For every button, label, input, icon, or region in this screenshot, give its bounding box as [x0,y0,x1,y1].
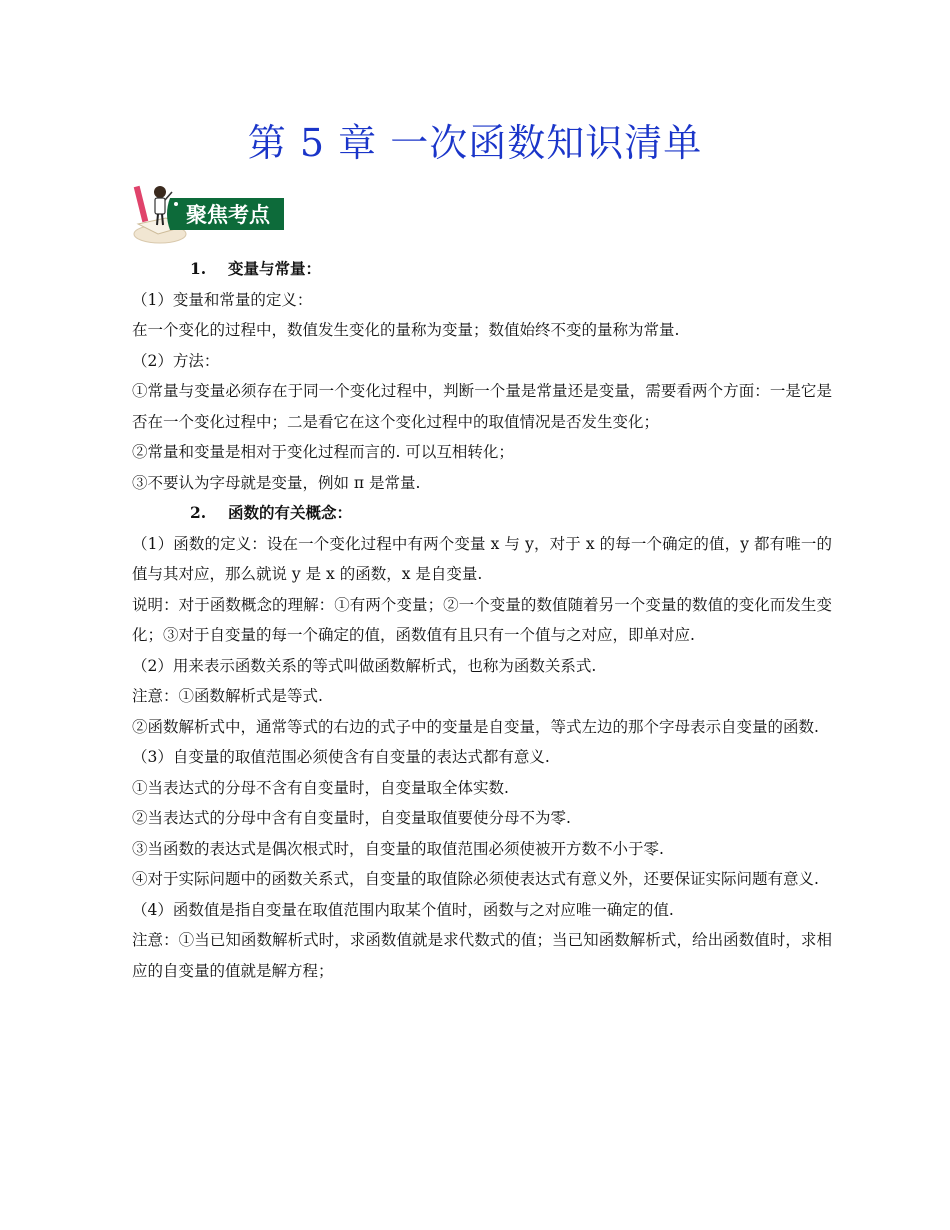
paragraph: ③不要认为字母就是变量，例如 π 是常量. [132,473,421,492]
paragraph: ②当表达式的分母中含有自变量时，自变量取值要使分母不为零. [132,809,571,827]
paragraph: ①当表达式的分母不含有自变量时，自变量取全体实数. [132,778,509,797]
student-figure-leg-left [157,214,158,225]
banner-label: 聚焦考点 [186,203,270,227]
focus-points-banner [128,178,288,246]
paragraph: 注意：①当已知函数解析式时，求函数值就是求代数式的值；当已知函数解析式，给出函数值时，求相应的自变量的值就是解方程； [132,931,832,980]
banner-dot-icon [174,202,178,206]
student-figure-body-icon [155,198,165,214]
paragraph: ①常量与变量必须存在于同一个变化过程中，判断一个量是常量还是变量，需要看两个方面：一是它是否在一个变化过程中；二是看它在这个变化过程中的取值情况是否发生变化； [132,382,832,431]
paragraph: （1）函数的定义：设在一个变化过程中有两个变量 x 与 y，对于 x 的每一个确定的值，y 都有唯一的值与其对应，那么就说 y 是 x 的函数，x 是自变量. [132,534,832,583]
paragraph: （2）方法： [132,351,220,370]
paragraph: ④对于实际问题中的函数关系式，自变量的取值除必须使表达式有意义外，还要保证实际问题有意义. [132,870,819,888]
paragraph: 在一个变化的过程中，数值发生变化的量称为变量；数值始终不变的量称为常量. [132,321,680,339]
paragraph: （2）用来表示函数关系的等式叫做函数解析式，也称为函数关系式. [132,656,597,675]
section-title: 函数的有关概念： [228,503,353,522]
paragraph: ③当函数的表达式是偶次根式时，自变量的取值范围必须使被开方数不小于零. [132,839,664,858]
paragraph: 注意：①函数解析式是等式. [132,687,323,705]
paragraph: （4）函数值是指自变量在取值范围内取某个值时，函数与之对应唯一确定的值. [132,900,674,919]
paragraph: （1）变量和常量的定义： [132,290,313,309]
student-figure-head-icon [154,186,166,198]
section-heading-function-concepts [132,498,832,529]
page-title: 第 5 章 一次函数知识清单 [247,121,703,165]
paragraph: ②常量和变量是相对于变化过程而言的. 可以互相转化； [132,443,514,461]
document-body [132,254,832,986]
paragraph: （3）自变量的取值范围必须使含有自变量的表达式都有意义. [132,748,550,766]
student-figure-leg-right [162,214,163,225]
paragraph: ②函数解析式中，通常等式的右边的式子中的变量是自变量，等式左边的那个字母表示自变量的函数. [132,717,819,736]
section-number: 2. [190,503,207,522]
paragraph: 说明：对于函数概念的理解：①有两个变量；②一个变量的数值随着另一个变量的数值的变化而发生变化；③对于自变量的每一个确定的值，函数值有且只有一个值与之对应，即单对应. [132,595,832,644]
section-heading-variables [132,254,832,285]
section-number: 1. [190,259,207,278]
section-title: 变量与常量： [228,259,322,278]
banner-pencil [134,186,149,222]
